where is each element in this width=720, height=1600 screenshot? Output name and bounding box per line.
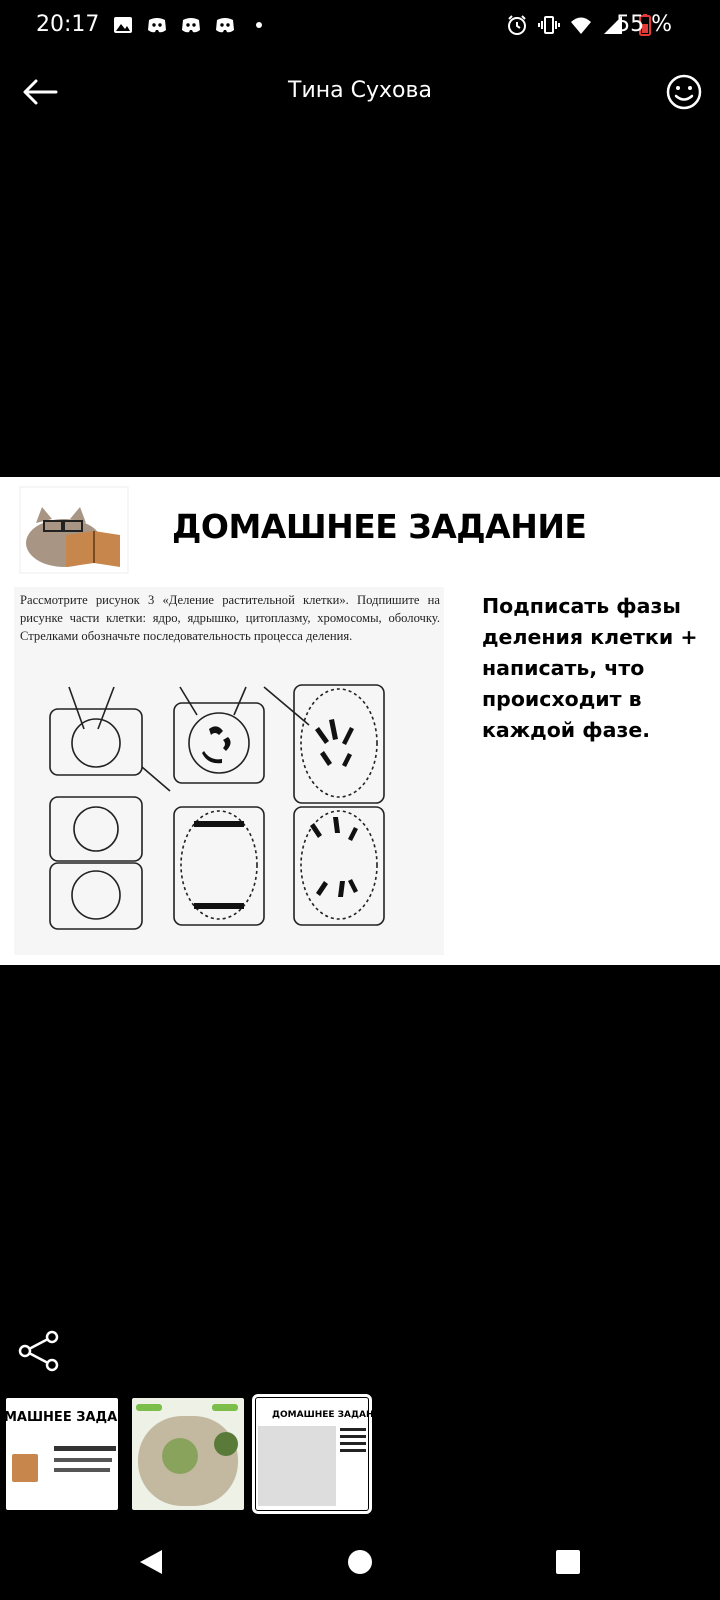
discord-icon	[214, 14, 236, 36]
task-text: Подписать фазы деления клетки + написать, что происходит в каждой фазе.	[482, 594, 698, 742]
home-circle-icon[interactable]	[336, 1538, 384, 1586]
thumbnail-title: МАШНЕЕ ЗАДАН	[4, 1410, 129, 1425]
discord-icon	[146, 14, 168, 36]
recents-square-icon[interactable]	[544, 1538, 592, 1586]
vibrate-icon	[538, 14, 560, 36]
slide-title: ДОМАШНЕЕ ЗАДАНИЕ	[172, 507, 587, 546]
status-time: 20:17	[36, 12, 100, 37]
textbook-excerpt	[14, 587, 444, 955]
cell-division-figure	[14, 667, 444, 955]
thumbnail-2[interactable]	[132, 1398, 244, 1510]
system-nav-bar	[0, 1530, 720, 1600]
smiley-icon[interactable]	[664, 72, 704, 112]
thumbnail-3[interactable]	[256, 1398, 388, 1510]
chat-header	[0, 60, 720, 124]
slide-image[interactable]	[0, 477, 720, 965]
notification-icons	[112, 14, 270, 36]
status-bar	[0, 0, 720, 56]
pusheen-reading-icon	[20, 487, 128, 573]
back-triangle-icon[interactable]	[126, 1538, 174, 1586]
battery-percent: 55 %	[616, 12, 672, 37]
chat-title: Тина Сухова	[288, 78, 432, 103]
thumbnail-1[interactable]	[4, 1398, 129, 1510]
share-icon[interactable]	[16, 1328, 62, 1374]
wifi-icon	[570, 14, 592, 36]
image-icon	[112, 14, 134, 36]
discord-icon	[180, 14, 202, 36]
textbook-text: Рассмотрите рисунок 3 «Деление растительной клетки». Подпишите на рисунке части клетки: ядро, ядрышко, цитоплазму, хромосомы, оболочку. Стрелками обозначьте последовательность процесса деления.	[20, 593, 440, 643]
dot-icon	[248, 14, 270, 36]
alarm-icon	[506, 14, 528, 36]
thumbnail-title: ДОМАШНЕЕ ЗАДАНИЕ	[272, 1410, 388, 1420]
